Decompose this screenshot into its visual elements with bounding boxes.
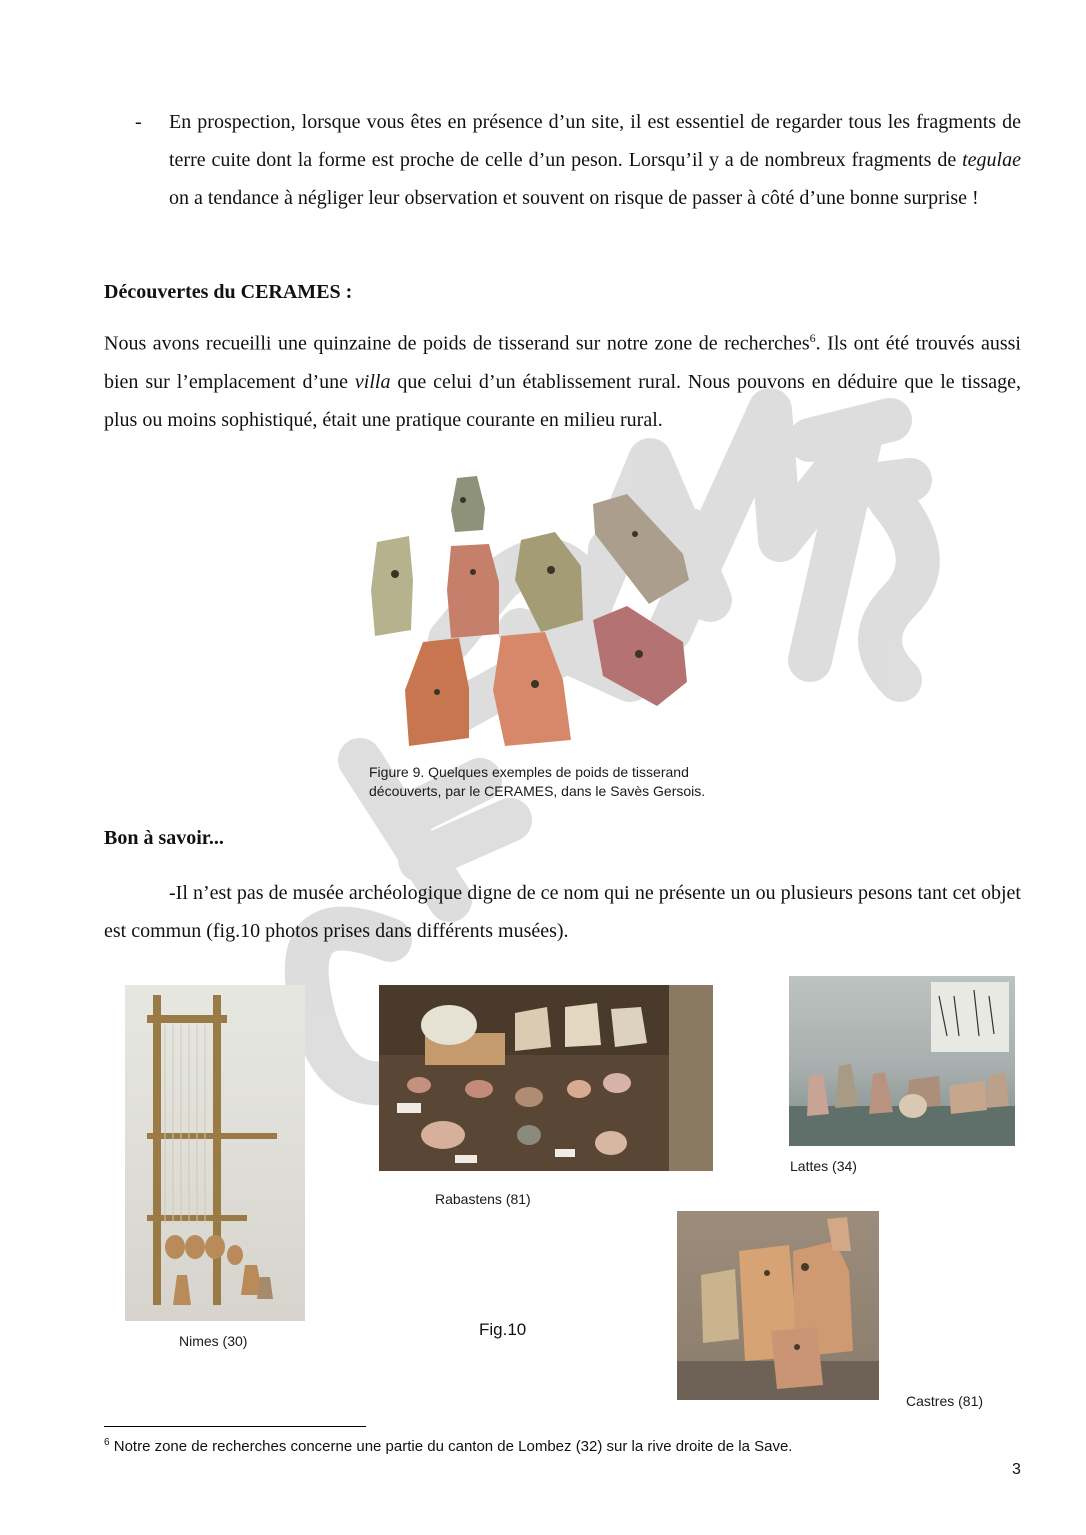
footnote-text: Notre zone de recherches concerne une partie du canton de Lombez (32) sur la rive droite de la Save. — [109, 1438, 793, 1455]
bullet-text-end: on a tendance à négliger leur observation et souvent on risque de passer à côté d’une bonne surprise ! — [169, 187, 979, 209]
bullet-paragraph — [169, 103, 1021, 217]
photo-nimes-caption: Nimes (30) — [179, 1333, 248, 1349]
photo-lattes-caption: Lattes (34) — [790, 1158, 857, 1174]
figure9-caption-line1: Figure 9. Quelques exemples de poids de tisserand — [369, 764, 689, 780]
page-number: 3 — [1012, 1461, 1021, 1478]
photo-castres-caption: Castres (81) — [906, 1393, 984, 1409]
bullet-dash: - — [135, 111, 142, 133]
section-paragraph-bon-a-savoir — [104, 874, 1021, 950]
photo-nimes-loom — [125, 985, 305, 1321]
photo-castres-showcase — [677, 1211, 879, 1400]
figure10-label: Fig.10 — [479, 1320, 527, 1339]
bon-a-savoir-text: -Il n’est pas de musée archéologique digne de ce nom qui ne présente un ou plusieurs pesons tant cet objet est commun (fig.10 photos prises dans différents musées). — [104, 882, 1021, 942]
footnote — [104, 1437, 792, 1455]
paragraph-italic-villa: villa — [354, 370, 391, 393]
figure9-caption — [369, 763, 729, 801]
photo-rabastens-caption: Rabastens (81) — [435, 1191, 531, 1207]
section-heading-bon-a-savoir: Bon à savoir... — [104, 827, 224, 849]
paragraph-mid: . Ils ont été trouvés aussi bien sur l’emplacement d’une — [104, 332, 1021, 393]
footnote-reference[interactable]: 6 — [809, 331, 816, 345]
photo-rabastens-showcase — [379, 985, 713, 1171]
paragraph-end: que celui d’un établissement rural. Nous pouvons en déduire que le tissage, plus ou moins sophistiqué, était une pratique courante en milieu rural. — [104, 370, 1021, 431]
figure9-weights-photo — [365, 470, 705, 760]
section-heading-decouvertes: Découvertes du CERAMES : — [104, 281, 353, 303]
paragraph-start: Nous avons recueilli une quinzaine de poids de tisserand sur notre zone de recherches — [104, 332, 810, 355]
bullet-text-start: En prospection, lorsque vous êtes en présence d’un site, il est essentiel de regarder tous les fragments de terre cuite dont la forme est proche de celle d’un peson. Lorsqu’il y a de nombreux fragments de — [169, 111, 1021, 171]
section-paragraph-decouvertes — [104, 319, 1021, 439]
footnote-number: 6 — [104, 1437, 110, 1448]
photo-lattes-showcase — [789, 976, 1015, 1146]
figure9-caption-line2: découverts, par le CERAMES, dans le Savès Gersois. — [369, 783, 706, 799]
bullet-italic-tegulae: tegulae — [962, 149, 1021, 171]
footnote-separator — [104, 1426, 366, 1427]
